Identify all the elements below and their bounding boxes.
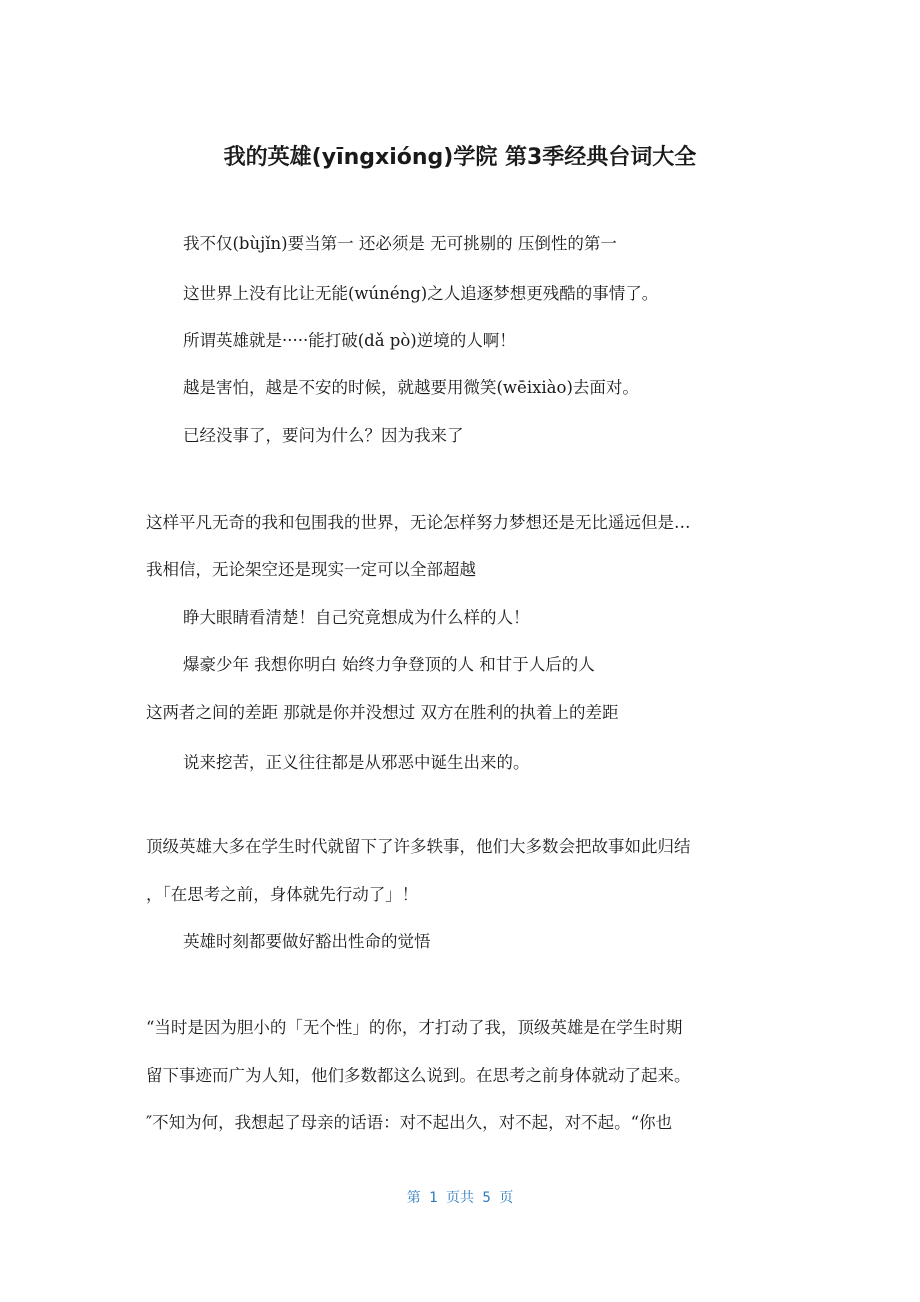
quote-line-8: 睁大眼睛看清楚！自己究竟想成为什么样的人！ <box>183 608 530 627</box>
quote-line-16: 留下事迹而广为人知，他们多数都这么说到。在思考之前身体就动了起来。 <box>146 1066 691 1085</box>
quote-line-10: 这两者之间的差距 那就是你并没想过 双方在胜利的执着上的差距 <box>146 703 619 722</box>
page-number: 第 1 页共 5 页 <box>406 1190 514 1206</box>
quote-line-13: ，「在思考之前，身体就先行动了」！ <box>146 885 419 904</box>
quote-line-1: 我不仅(bùjǐn)要当第一 还必须是 无可挑剔的 压倒性的第一 <box>183 234 617 253</box>
quote-line-3: 所谓英雄就是·····能打破(dǎ pò)逆境的人啊！ <box>183 331 516 350</box>
quote-line-9: 爆豪少年 我想你明白 始终力争登顶的人 和甘于人后的人 <box>183 655 595 674</box>
quote-line-17: ″不知为何，我想起了母亲的话语：对不起出久，对不起，对不起。“你也 <box>146 1113 673 1132</box>
quote-line-14: 英雄时刻都要做好豁出性命的觉悟 <box>183 932 431 951</box>
quote-line-15: “当时是因为胆小的「无个性」的你，才打动了我，顶级英雄是在学生时期 <box>146 1018 683 1037</box>
document-title: 我的英雄(yīngxióng)学院 第3季经典台词大全 <box>223 145 697 170</box>
quote-line-4: 越是害怕，越是不安的时候，就越要用微笑(wēixiào)去面对。 <box>183 378 639 397</box>
quote-line-5: 已经没事了，要问为什么？因为我来了 <box>183 426 464 445</box>
quote-line-12: 顶级英雄大多在学生时代就留下了许多轶事，他们大多数会把故事如此归结 <box>146 837 691 856</box>
quote-line-11: 说来挖苦，正义往往都是从邪恶中诞生出来的。 <box>183 753 530 772</box>
quote-line-6: 这样平凡无奇的我和包围我的世界，无论怎样努力梦想还是无比遥远但是… <box>146 513 691 532</box>
quote-line-7: 我相信，无论架空还是现实一定可以全部超越 <box>146 560 476 579</box>
quote-line-2: 这世界上没有比让无能(wúnéng)之人追逐梦想更残酷的事情了。 <box>183 284 659 303</box>
